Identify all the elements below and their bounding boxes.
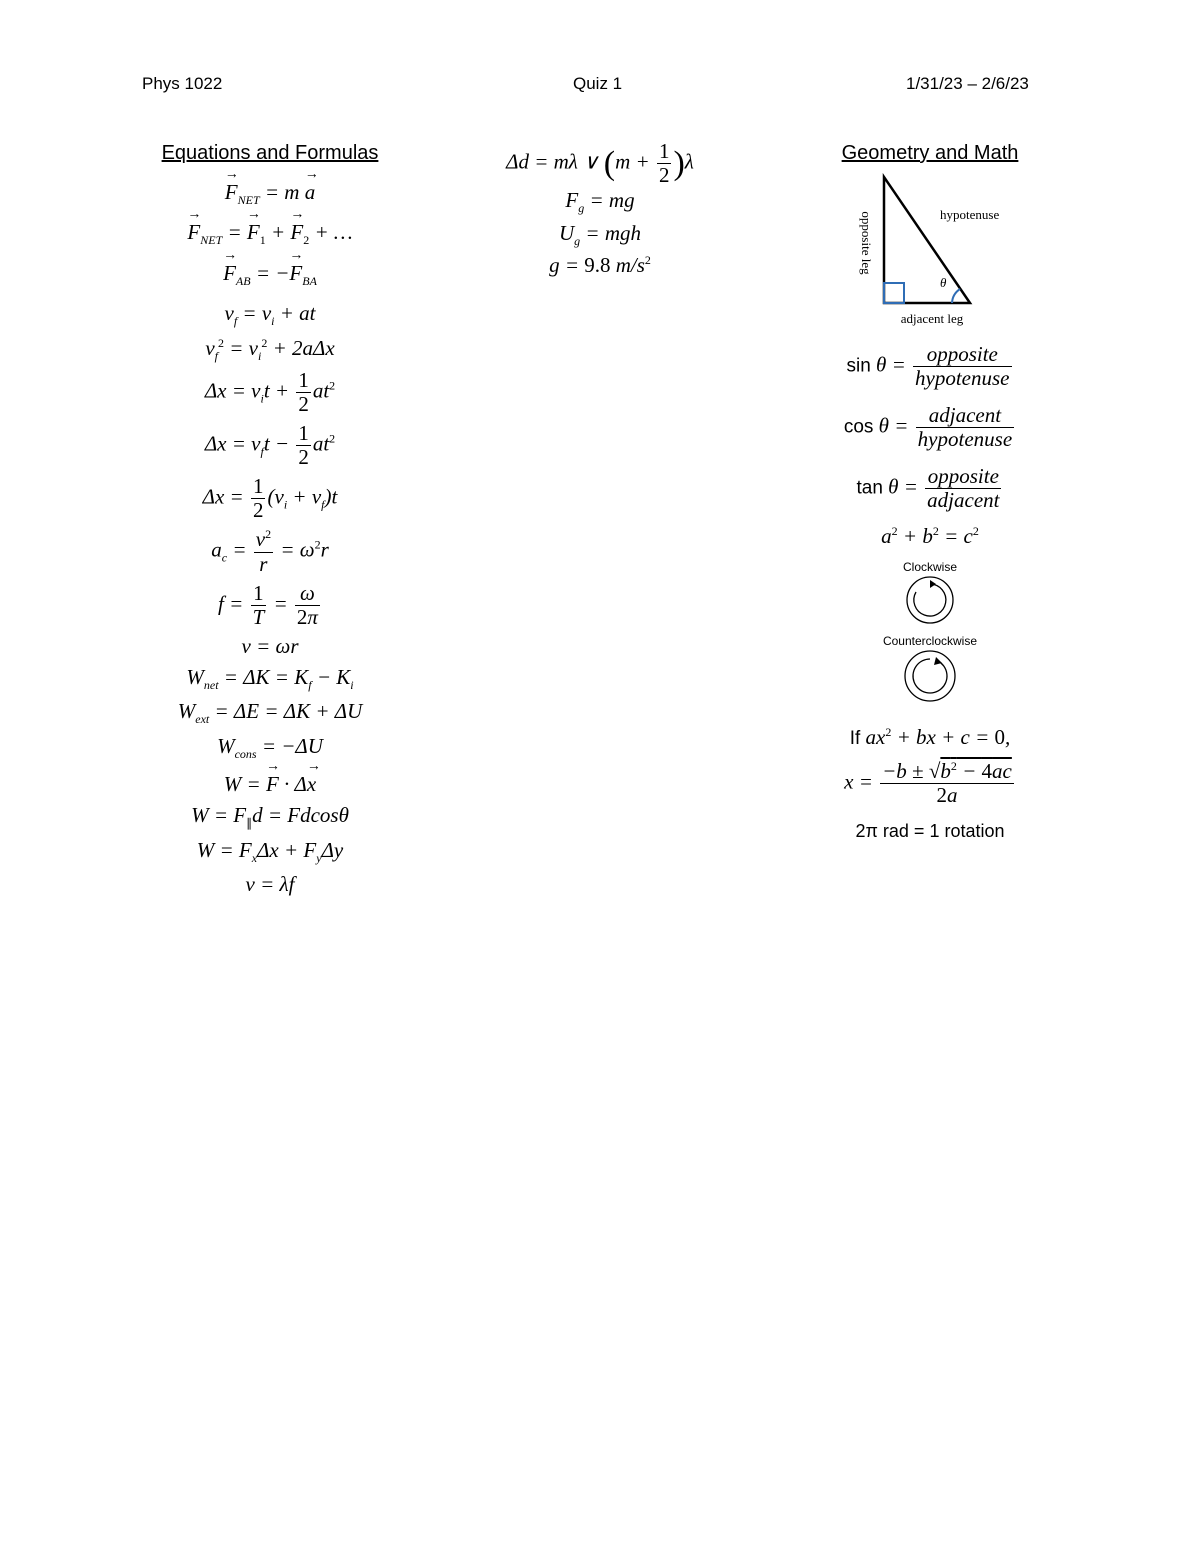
equations-title: Equations and Formulas bbox=[161, 142, 379, 164]
equation-quadratic-formula: x = $\frac{-b \pm √b^2 - 4ac}{2a}$ bbox=[844, 758, 1012, 807]
clockwise-circle-icon bbox=[898, 574, 962, 626]
equation-sine: sin θ = $\frac{\text{opposite}}{\text{hypotenuse}}$ bbox=[846, 342, 1010, 391]
equation-wave-speed: v = λf bbox=[245, 871, 295, 896]
geometry-title: Geometry and Math bbox=[841, 142, 1019, 164]
equation-conservative-work: $W_{cons} = -\Delta U$ bbox=[217, 733, 323, 761]
equation-path-difference: Δd = mλ ∨ (m + $\frac{1}{2}$ )λ bbox=[506, 139, 694, 188]
middle-equations-column bbox=[480, 140, 720, 277]
quiz-title: Quiz 1 bbox=[573, 74, 623, 93]
equation-displacement-average: Δx = $\frac{1}{2}$ $(v_i + v_f)t$ bbox=[202, 474, 338, 523]
hypotenuse-label: hypotenuse bbox=[940, 207, 1000, 222]
course-name: Phys 1022 bbox=[142, 74, 223, 93]
equation-gravity-constant: g = 9.8 $m/s^2$ bbox=[549, 252, 651, 277]
equation-work-components: $W = F_x\Delta x + F_y\Delta y$ bbox=[196, 837, 344, 865]
equation-tangential-velocity: v = ωr bbox=[241, 633, 299, 658]
equation-tangent: tan θ = $\frac{\text{opposite}}{\text{adjacent}}$ bbox=[856, 464, 1000, 513]
equation-third-law: → $F_{AB}$ = −→ $F_{BA}$ bbox=[223, 262, 317, 288]
rotation-conversion: 2π rad = 1 rotation bbox=[855, 820, 1005, 841]
equation-velocity-displacement: $v_f^2 = v_i^2 + 2a\Delta x$ bbox=[205, 335, 335, 363]
equation-displacement-vf: $\Delta x = v_ft$ − $\frac{1}{2}$ $at^2$ bbox=[204, 421, 336, 470]
equation-work-dot-product: W = → F · Δ→ x bbox=[224, 773, 316, 796]
equation-centripetal-acceleration: $a_c$ = $\frac{v^2}{r}$ = $\omega^2r$ bbox=[211, 527, 329, 576]
equation-work-parallel: $W = F_\parallel d = Fdcos\theta$ bbox=[191, 803, 349, 831]
angle-theta-label: θ bbox=[940, 275, 947, 290]
counterclockwise-label: Counterclockwise bbox=[882, 633, 978, 648]
equation-work-energy: $W_{net} = \Delta K = K_f - K_i$ bbox=[186, 664, 354, 693]
equation-newton-second-law: → $F_{NET} = m \to a$ bbox=[225, 181, 315, 207]
geometry-column bbox=[800, 142, 1060, 842]
equation-gravitational-potential: $U_g$ = mgh bbox=[558, 220, 641, 248]
equation-velocity-time: $v_f = v_i$ + at bbox=[224, 301, 316, 329]
equation-frequency: f = $\frac{1}{T}$ = $\frac{\omega}{2\pi}$ bbox=[218, 580, 318, 629]
equations-column bbox=[130, 142, 410, 896]
equation-cosine: cos θ = $\frac{\text{adjacent}}{\text{hypotenuse}}$ bbox=[843, 403, 1013, 452]
equation-gravity-force: $F_g$ = mg bbox=[565, 188, 635, 216]
equation-net-force-sum: → $F_{NET}$ = → $F_1$ + → $F_2$ + … bbox=[187, 221, 352, 247]
clockwise-label: Clockwise bbox=[902, 559, 957, 574]
equation-external-work: $W_{ext} = \Delta E = \Delta K + \Delta U$ bbox=[177, 699, 363, 727]
equation-displacement-vi: $\Delta x = v_it$ + $\frac{1}{2}$ $at^2$ bbox=[204, 367, 336, 416]
counterclockwise-circle-icon bbox=[898, 648, 962, 704]
adjacent-leg-label: adjacent leg bbox=[900, 311, 964, 326]
opposite-leg-label: opposite leg bbox=[859, 211, 874, 275]
quiz-dates: 1/31/23 – 2/6/23 bbox=[906, 74, 1029, 93]
right-triangle-diagram bbox=[840, 173, 1020, 333]
equation-quadratic-condition: If $ax^2$ + bx + c = 0, bbox=[849, 724, 1011, 749]
equation-pythagorean: $a^2 + b^2 = c^2$ bbox=[881, 523, 979, 548]
